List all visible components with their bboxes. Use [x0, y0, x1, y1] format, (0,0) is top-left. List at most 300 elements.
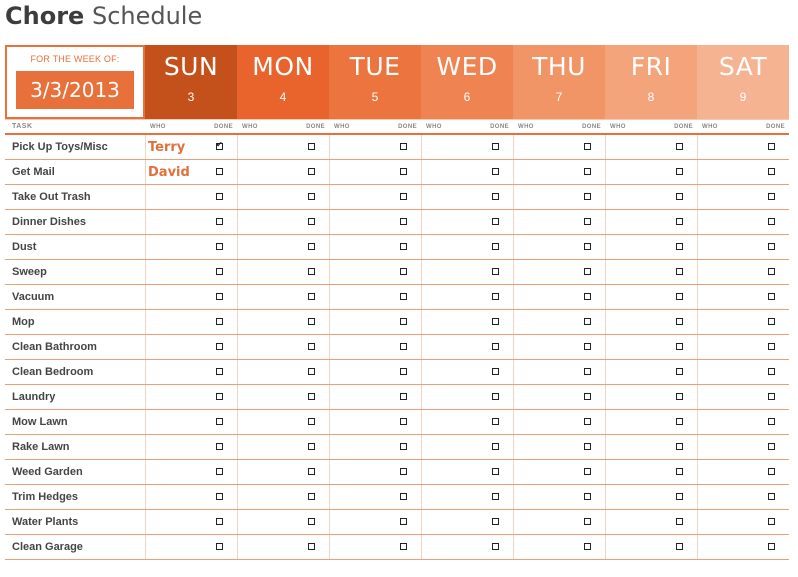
day-cell-tue[interactable]	[329, 435, 421, 459]
day-cell-wed[interactable]	[421, 510, 513, 534]
done-checkbox[interactable]	[768, 418, 775, 425]
day-cell-tue[interactable]	[329, 535, 421, 559]
done-checkbox[interactable]	[308, 393, 315, 400]
day-cell-thu[interactable]	[513, 385, 605, 409]
day-cell-fri[interactable]	[605, 460, 697, 484]
done-checkbox[interactable]	[676, 543, 683, 550]
done-checkbox[interactable]	[492, 168, 499, 175]
done-column-header: DONE	[490, 124, 509, 130]
day-cell-mon[interactable]	[237, 210, 329, 234]
done-checkbox[interactable]	[768, 293, 775, 300]
day-cell-sat[interactable]	[697, 410, 789, 434]
day-cell-fri[interactable]	[605, 385, 697, 409]
day-cell-thu[interactable]	[513, 335, 605, 359]
day-cell-sun[interactable]	[145, 510, 237, 534]
day-cell-sat[interactable]	[697, 235, 789, 259]
who-name[interactable]: Terry	[148, 140, 186, 155]
done-checkbox[interactable]	[584, 493, 591, 500]
done-checkbox[interactable]	[400, 443, 407, 450]
done-checkbox[interactable]	[584, 168, 591, 175]
done-checkbox[interactable]	[400, 543, 407, 550]
done-checkbox[interactable]	[584, 393, 591, 400]
day-cell-sat[interactable]	[697, 535, 789, 559]
day-cell-sun[interactable]	[145, 535, 237, 559]
day-cell-wed[interactable]	[421, 135, 513, 159]
done-checkbox[interactable]	[308, 293, 315, 300]
day-cell-sun[interactable]	[145, 435, 237, 459]
done-checkbox[interactable]	[768, 343, 775, 350]
day-cell-sun[interactable]	[145, 410, 237, 434]
day-cell-sat[interactable]	[697, 485, 789, 509]
title-bold: Chore	[5, 2, 85, 30]
day-cell-mon[interactable]	[237, 335, 329, 359]
day-name: MON	[252, 52, 314, 81]
done-checkbox[interactable]	[676, 218, 683, 225]
done-checkbox[interactable]	[676, 518, 683, 525]
day-cell-mon[interactable]	[237, 310, 329, 334]
done-checkbox[interactable]	[768, 493, 775, 500]
subheader-sun	[145, 120, 237, 133]
done-checkbox[interactable]	[492, 468, 499, 475]
done-checkbox[interactable]	[768, 218, 775, 225]
done-checkbox[interactable]	[768, 468, 775, 475]
day-cell-tue[interactable]	[329, 310, 421, 334]
done-checkbox[interactable]	[308, 193, 315, 200]
day-cell-thu[interactable]	[513, 210, 605, 234]
done-checkbox[interactable]	[584, 468, 591, 475]
done-checkbox[interactable]	[308, 218, 315, 225]
done-checkbox[interactable]	[768, 243, 775, 250]
day-cell-thu[interactable]	[513, 485, 605, 509]
day-cell-wed[interactable]	[421, 160, 513, 184]
done-checkbox[interactable]	[584, 268, 591, 275]
day-name: SAT	[718, 52, 768, 81]
done-checkbox[interactable]	[584, 518, 591, 525]
day-headers	[145, 45, 789, 119]
day-cell-fri[interactable]	[605, 135, 697, 159]
done-checkbox[interactable]	[308, 543, 315, 550]
done-checkbox[interactable]	[216, 143, 223, 150]
day-cell-sat[interactable]	[697, 510, 789, 534]
day-cell-sun[interactable]	[145, 335, 237, 359]
day-cell-tue[interactable]	[329, 260, 421, 284]
day-cell-sat[interactable]	[697, 210, 789, 234]
day-cell-sun[interactable]	[145, 460, 237, 484]
done-checkbox[interactable]	[492, 293, 499, 300]
done-checkbox[interactable]	[308, 518, 315, 525]
done-checkbox[interactable]	[216, 368, 223, 375]
day-cell-sun[interactable]	[145, 235, 237, 259]
done-checkbox[interactable]	[584, 143, 591, 150]
done-checkbox[interactable]	[584, 343, 591, 350]
day-cell-thu[interactable]	[513, 535, 605, 559]
task-label: Clean Bathroom	[12, 341, 97, 353]
day-cell-mon[interactable]	[237, 510, 329, 534]
day-cell-fri[interactable]	[605, 260, 697, 284]
done-checkbox[interactable]	[492, 393, 499, 400]
day-cell-thu[interactable]	[513, 460, 605, 484]
done-checkbox[interactable]	[308, 168, 315, 175]
day-cell-fri[interactable]	[605, 310, 697, 334]
task-label: Pick Up Toys/Misc	[12, 141, 108, 153]
done-checkbox[interactable]	[676, 168, 683, 175]
day-cell-tue[interactable]	[329, 360, 421, 384]
day-cell-wed[interactable]	[421, 485, 513, 509]
day-cell-wed[interactable]	[421, 185, 513, 209]
day-cell-thu[interactable]	[513, 510, 605, 534]
task-label: Dinner Dishes	[12, 216, 86, 228]
done-checkbox[interactable]	[216, 318, 223, 325]
day-header-wed	[421, 45, 513, 119]
done-checkbox[interactable]	[676, 418, 683, 425]
day-cell-sat[interactable]	[697, 310, 789, 334]
table-row	[5, 235, 789, 260]
page-title	[5, 2, 202, 30]
day-cell-thu[interactable]	[513, 135, 605, 159]
subheader-mon	[237, 120, 329, 133]
task-label: Mow Lawn	[12, 416, 68, 428]
done-checkbox[interactable]	[584, 293, 591, 300]
day-cell-wed[interactable]	[421, 235, 513, 259]
subheader-tue	[329, 120, 421, 133]
day-cell-sat[interactable]	[697, 335, 789, 359]
day-cell-thu[interactable]	[513, 285, 605, 309]
day-cell-fri[interactable]	[605, 510, 697, 534]
day-cell-sun[interactable]	[145, 360, 237, 384]
done-checkbox[interactable]	[492, 418, 499, 425]
day-cell-wed[interactable]	[421, 410, 513, 434]
done-checkbox[interactable]	[676, 493, 683, 500]
task-label: Take Out Trash	[12, 191, 91, 203]
done-checkbox[interactable]	[308, 343, 315, 350]
done-checkbox[interactable]	[676, 268, 683, 275]
day-cell-mon[interactable]	[237, 160, 329, 184]
day-cell-mon[interactable]	[237, 485, 329, 509]
done-checkbox[interactable]	[400, 518, 407, 525]
day-cell-mon[interactable]	[237, 360, 329, 384]
done-checkbox[interactable]	[308, 318, 315, 325]
done-checkbox[interactable]	[676, 293, 683, 300]
task-label: Water Plants	[12, 516, 79, 528]
done-checkbox[interactable]	[768, 143, 775, 150]
done-checkbox[interactable]	[676, 368, 683, 375]
task-label: Weed Garden	[12, 466, 83, 478]
day-cell-wed[interactable]	[421, 335, 513, 359]
day-cell-sun[interactable]	[145, 135, 237, 159]
day-number: 6	[463, 90, 471, 104]
table-row	[5, 535, 789, 560]
day-cell-mon[interactable]	[237, 185, 329, 209]
day-cell-wed[interactable]	[421, 360, 513, 384]
done-checkbox[interactable]	[768, 268, 775, 275]
done-checkbox[interactable]	[768, 518, 775, 525]
day-cell-fri[interactable]	[605, 410, 697, 434]
day-cell-sat[interactable]	[697, 185, 789, 209]
day-cell-fri[interactable]	[605, 335, 697, 359]
week-date-field[interactable]: 3/3/2013	[16, 71, 134, 109]
done-checkbox[interactable]	[216, 493, 223, 500]
done-checkbox[interactable]	[492, 543, 499, 550]
done-checkbox[interactable]	[492, 143, 499, 150]
done-checkbox[interactable]	[584, 418, 591, 425]
done-checkbox[interactable]	[400, 493, 407, 500]
done-checkbox[interactable]	[308, 443, 315, 450]
done-checkbox[interactable]	[768, 443, 775, 450]
done-checkbox[interactable]	[768, 168, 775, 175]
who-column-header: WHO	[242, 124, 258, 130]
done-checkbox[interactable]	[400, 318, 407, 325]
table-row	[5, 335, 789, 360]
day-header-tue	[329, 45, 421, 119]
done-checkbox[interactable]	[676, 468, 683, 475]
done-checkbox[interactable]	[400, 168, 407, 175]
done-checkbox[interactable]	[584, 318, 591, 325]
day-cell-mon[interactable]	[237, 410, 329, 434]
day-cell-wed[interactable]	[421, 285, 513, 309]
table-row	[5, 310, 789, 335]
day-cell-fri[interactable]	[605, 235, 697, 259]
who-name[interactable]: David	[148, 165, 190, 180]
done-checkbox[interactable]	[216, 268, 223, 275]
done-column-header: DONE	[582, 124, 601, 130]
day-number: 9	[739, 90, 747, 104]
day-header-thu	[513, 45, 605, 119]
done-column-header: DONE	[398, 124, 417, 130]
day-number: 7	[555, 90, 563, 104]
day-header-mon	[237, 45, 329, 119]
done-checkbox[interactable]	[492, 493, 499, 500]
day-cell-tue[interactable]	[329, 135, 421, 159]
done-checkbox[interactable]	[400, 243, 407, 250]
day-cell-sat[interactable]	[697, 260, 789, 284]
day-cell-tue[interactable]	[329, 235, 421, 259]
done-checkbox[interactable]	[768, 318, 775, 325]
done-checkbox[interactable]	[676, 143, 683, 150]
subheader-fri	[605, 120, 697, 133]
day-cell-wed[interactable]	[421, 435, 513, 459]
day-cell-tue[interactable]	[329, 410, 421, 434]
done-checkbox[interactable]	[676, 318, 683, 325]
day-cell-thu[interactable]	[513, 260, 605, 284]
done-checkbox[interactable]	[400, 393, 407, 400]
task-column-header: TASK	[12, 123, 33, 130]
week-box	[5, 45, 145, 119]
day-cell-sun[interactable]	[145, 385, 237, 409]
subheader-sat	[697, 120, 789, 133]
day-cell-wed[interactable]	[421, 535, 513, 559]
day-cell-sun[interactable]	[145, 160, 237, 184]
table-row	[5, 135, 789, 160]
day-number: 5	[371, 90, 379, 104]
done-checkbox[interactable]	[216, 218, 223, 225]
done-checkbox[interactable]	[492, 318, 499, 325]
done-checkbox[interactable]	[584, 243, 591, 250]
day-cell-tue[interactable]	[329, 335, 421, 359]
done-checkbox[interactable]	[676, 443, 683, 450]
task-label: Rake Lawn	[12, 441, 70, 453]
day-cell-sat[interactable]	[697, 135, 789, 159]
table-row	[5, 160, 789, 185]
day-cell-wed[interactable]	[421, 210, 513, 234]
subheader-wed	[421, 120, 513, 133]
done-checkbox[interactable]	[400, 368, 407, 375]
done-checkbox[interactable]	[216, 343, 223, 350]
done-checkbox[interactable]	[492, 518, 499, 525]
day-cell-sat[interactable]	[697, 385, 789, 409]
day-cell-sat[interactable]	[697, 160, 789, 184]
subheader-thu	[513, 120, 605, 133]
done-checkbox[interactable]	[400, 143, 407, 150]
day-name: THU	[532, 52, 586, 81]
day-cell-mon[interactable]	[237, 260, 329, 284]
day-cell-mon[interactable]	[237, 385, 329, 409]
done-checkbox[interactable]	[492, 343, 499, 350]
done-checkbox[interactable]	[308, 243, 315, 250]
done-checkbox[interactable]	[492, 218, 499, 225]
day-cell-fri[interactable]	[605, 285, 697, 309]
day-cell-thu[interactable]	[513, 160, 605, 184]
done-checkbox[interactable]	[768, 543, 775, 550]
who-column-header: WHO	[610, 124, 626, 130]
done-checkbox[interactable]	[216, 518, 223, 525]
task-label: Laundry	[12, 391, 56, 403]
done-checkbox[interactable]	[676, 393, 683, 400]
day-cell-fri[interactable]	[605, 210, 697, 234]
done-checkbox[interactable]	[400, 193, 407, 200]
done-checkbox[interactable]	[308, 143, 315, 150]
day-number: 4	[279, 90, 287, 104]
day-cell-tue[interactable]	[329, 160, 421, 184]
done-checkbox[interactable]	[492, 193, 499, 200]
day-cell-sat[interactable]	[697, 360, 789, 384]
day-cell-mon[interactable]	[237, 435, 329, 459]
day-cell-tue[interactable]	[329, 210, 421, 234]
day-cell-tue[interactable]	[329, 285, 421, 309]
done-checkbox[interactable]	[216, 168, 223, 175]
done-checkbox[interactable]	[400, 268, 407, 275]
done-checkbox[interactable]	[216, 243, 223, 250]
done-checkbox[interactable]	[492, 268, 499, 275]
day-cell-fri[interactable]	[605, 185, 697, 209]
done-checkbox[interactable]	[492, 243, 499, 250]
day-cell-wed[interactable]	[421, 260, 513, 284]
day-cell-thu[interactable]	[513, 360, 605, 384]
day-cell-sun[interactable]	[145, 260, 237, 284]
day-cell-wed[interactable]	[421, 385, 513, 409]
day-cell-sat[interactable]	[697, 285, 789, 309]
day-cell-fri[interactable]	[605, 160, 697, 184]
day-cell-thu[interactable]	[513, 185, 605, 209]
day-cell-sun[interactable]	[145, 210, 237, 234]
day-cell-mon[interactable]	[237, 285, 329, 309]
done-checkbox[interactable]	[216, 418, 223, 425]
done-checkbox[interactable]	[400, 468, 407, 475]
day-cell-fri[interactable]	[605, 360, 697, 384]
done-checkbox[interactable]	[216, 543, 223, 550]
day-cell-mon[interactable]	[237, 460, 329, 484]
day-cell-tue[interactable]	[329, 510, 421, 534]
done-checkbox[interactable]	[308, 493, 315, 500]
done-checkbox[interactable]	[768, 393, 775, 400]
table-row	[5, 460, 789, 485]
done-checkbox[interactable]	[584, 193, 591, 200]
task-label: Trim Hedges	[12, 491, 79, 503]
day-cell-sat[interactable]	[697, 435, 789, 459]
done-column-header: DONE	[306, 124, 325, 130]
who-column-header: WHO	[150, 124, 166, 130]
day-cell-tue[interactable]	[329, 185, 421, 209]
table-row	[5, 285, 789, 310]
day-header-sat	[697, 45, 789, 119]
done-checkbox[interactable]	[216, 193, 223, 200]
done-checkbox[interactable]	[584, 443, 591, 450]
day-cell-sun[interactable]	[145, 310, 237, 334]
day-cell-thu[interactable]	[513, 435, 605, 459]
day-cell-fri[interactable]	[605, 535, 697, 559]
day-cell-sun[interactable]	[145, 185, 237, 209]
day-cell-sun[interactable]	[145, 285, 237, 309]
day-cell-mon[interactable]	[237, 135, 329, 159]
done-checkbox[interactable]	[216, 443, 223, 450]
table-row	[5, 510, 789, 535]
day-cell-mon[interactable]	[237, 535, 329, 559]
day-cell-fri[interactable]	[605, 435, 697, 459]
who-column-header: WHO	[334, 124, 350, 130]
done-checkbox[interactable]	[400, 218, 407, 225]
done-checkbox[interactable]	[676, 343, 683, 350]
done-checkbox[interactable]	[492, 443, 499, 450]
done-checkbox[interactable]	[400, 418, 407, 425]
done-checkbox[interactable]	[676, 193, 683, 200]
day-cell-thu[interactable]	[513, 310, 605, 334]
done-checkbox[interactable]	[584, 218, 591, 225]
done-checkbox[interactable]	[216, 293, 223, 300]
done-checkbox[interactable]	[676, 243, 683, 250]
day-cell-wed[interactable]	[421, 310, 513, 334]
done-checkbox[interactable]	[308, 468, 315, 475]
done-checkbox[interactable]	[492, 368, 499, 375]
done-checkbox[interactable]	[584, 368, 591, 375]
done-checkbox[interactable]	[308, 418, 315, 425]
day-cell-thu[interactable]	[513, 410, 605, 434]
who-column-header: WHO	[702, 124, 718, 130]
table-row	[5, 435, 789, 460]
done-checkbox[interactable]	[216, 393, 223, 400]
day-cell-thu[interactable]	[513, 235, 605, 259]
header-row	[5, 45, 789, 119]
day-cell-wed[interactable]	[421, 460, 513, 484]
done-checkbox[interactable]	[308, 368, 315, 375]
done-checkbox[interactable]	[768, 193, 775, 200]
day-cell-sat[interactable]	[697, 460, 789, 484]
day-cell-tue[interactable]	[329, 460, 421, 484]
done-checkbox[interactable]	[400, 293, 407, 300]
table-row	[5, 185, 789, 210]
task-label: Mop	[12, 316, 35, 328]
done-checkbox[interactable]	[768, 368, 775, 375]
who-done-headers	[145, 120, 789, 133]
done-checkbox[interactable]	[216, 468, 223, 475]
done-checkbox[interactable]	[584, 543, 591, 550]
day-cell-tue[interactable]	[329, 385, 421, 409]
who-column-header: WHO	[518, 124, 534, 130]
day-cell-sun[interactable]	[145, 485, 237, 509]
done-checkbox[interactable]	[308, 268, 315, 275]
day-cell-mon[interactable]	[237, 235, 329, 259]
day-cell-tue[interactable]	[329, 485, 421, 509]
day-cell-fri[interactable]	[605, 485, 697, 509]
done-checkbox[interactable]	[400, 343, 407, 350]
